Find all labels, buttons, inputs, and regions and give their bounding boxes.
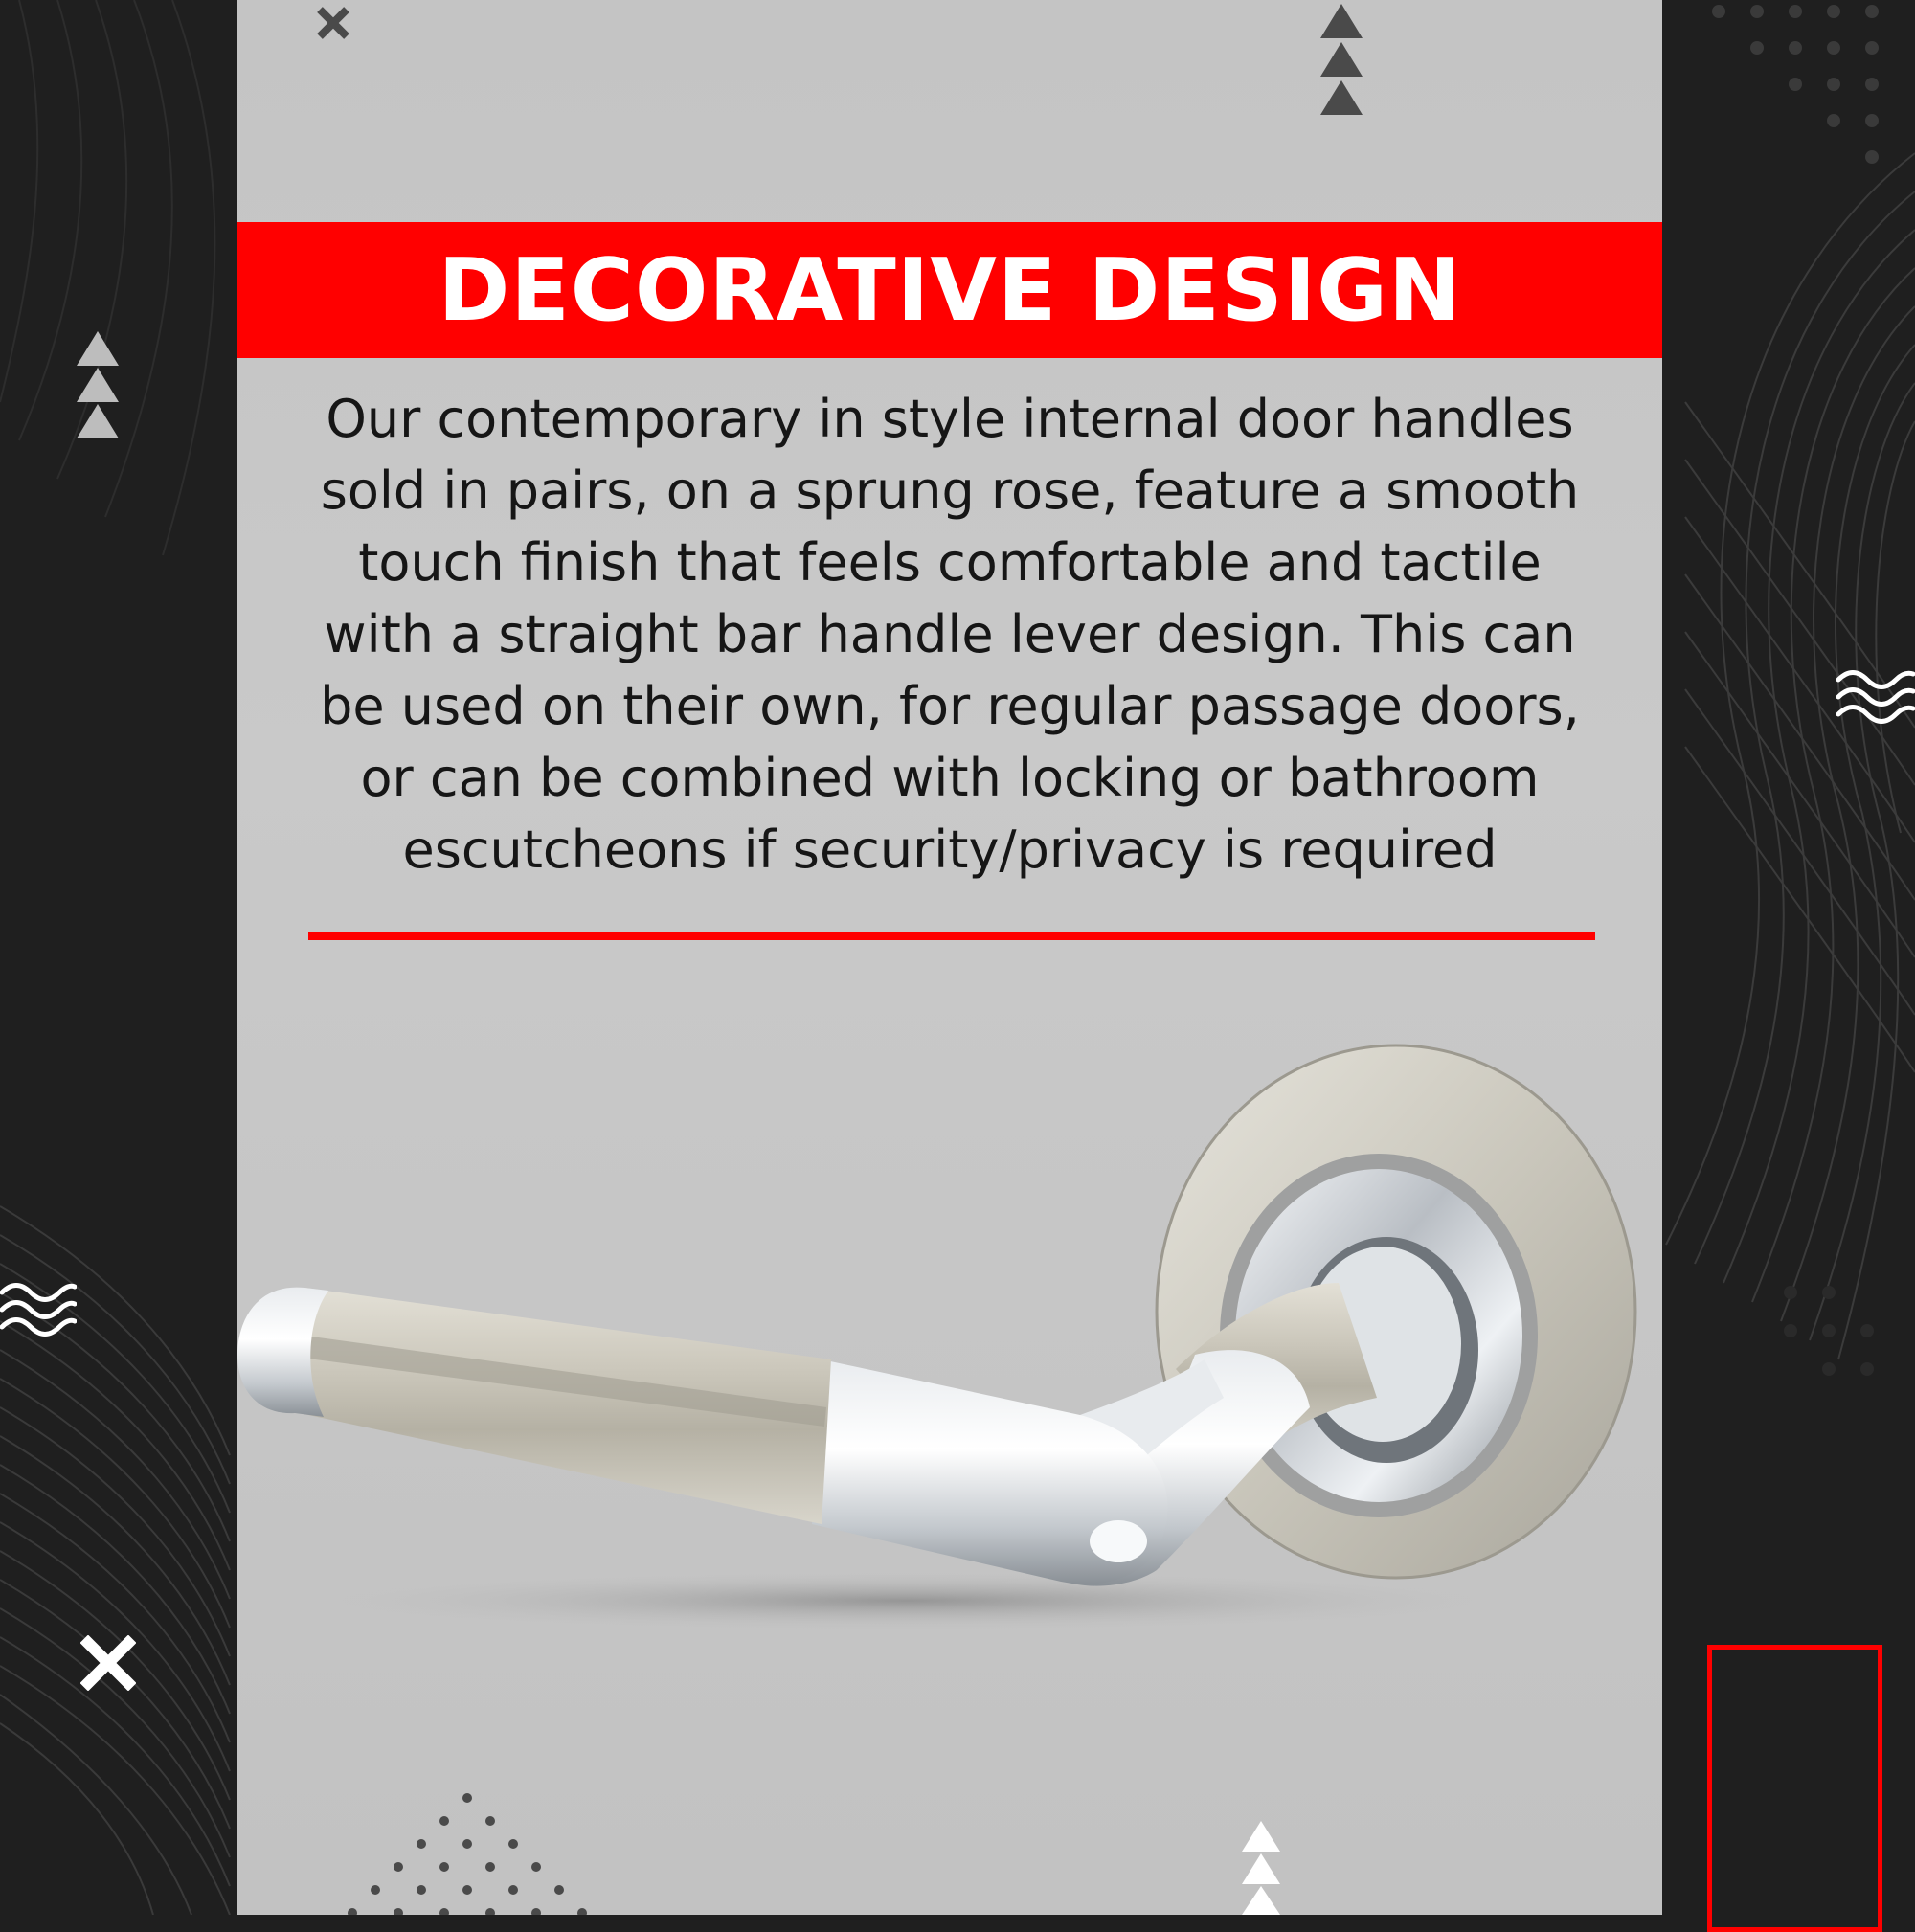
description-line: touch finish that feels comfortable and tactile [358, 532, 1542, 593]
description-line: escutcheons if security/privacy is required [402, 820, 1498, 880]
triangle-stack-icon [75, 331, 121, 442]
content-panel [237, 0, 1662, 1915]
description-line: be used on their own, for regular passage doors, [320, 676, 1580, 736]
description-line: with a straight bar handle lever design. This can [324, 604, 1576, 664]
description-line: Our contemporary in style internal door handles [326, 389, 1574, 449]
wave-icon [0, 1281, 77, 1340]
cross-icon [80, 1635, 136, 1691]
page-title: DECORATIVE DESIGN [438, 239, 1462, 341]
dot-pattern-icon [343, 1790, 592, 1915]
door-handle-lever-icon [237, 0, 1662, 1915]
description-line: sold in pairs, on a sprung rose, feature a smooth [320, 461, 1580, 521]
red-frame-outline [1707, 1645, 1882, 1932]
wave-icon [1836, 668, 1915, 728]
description-line: or can be combined with locking or bathroom [360, 748, 1540, 808]
triangle-stack-icon [1241, 1821, 1281, 1915]
